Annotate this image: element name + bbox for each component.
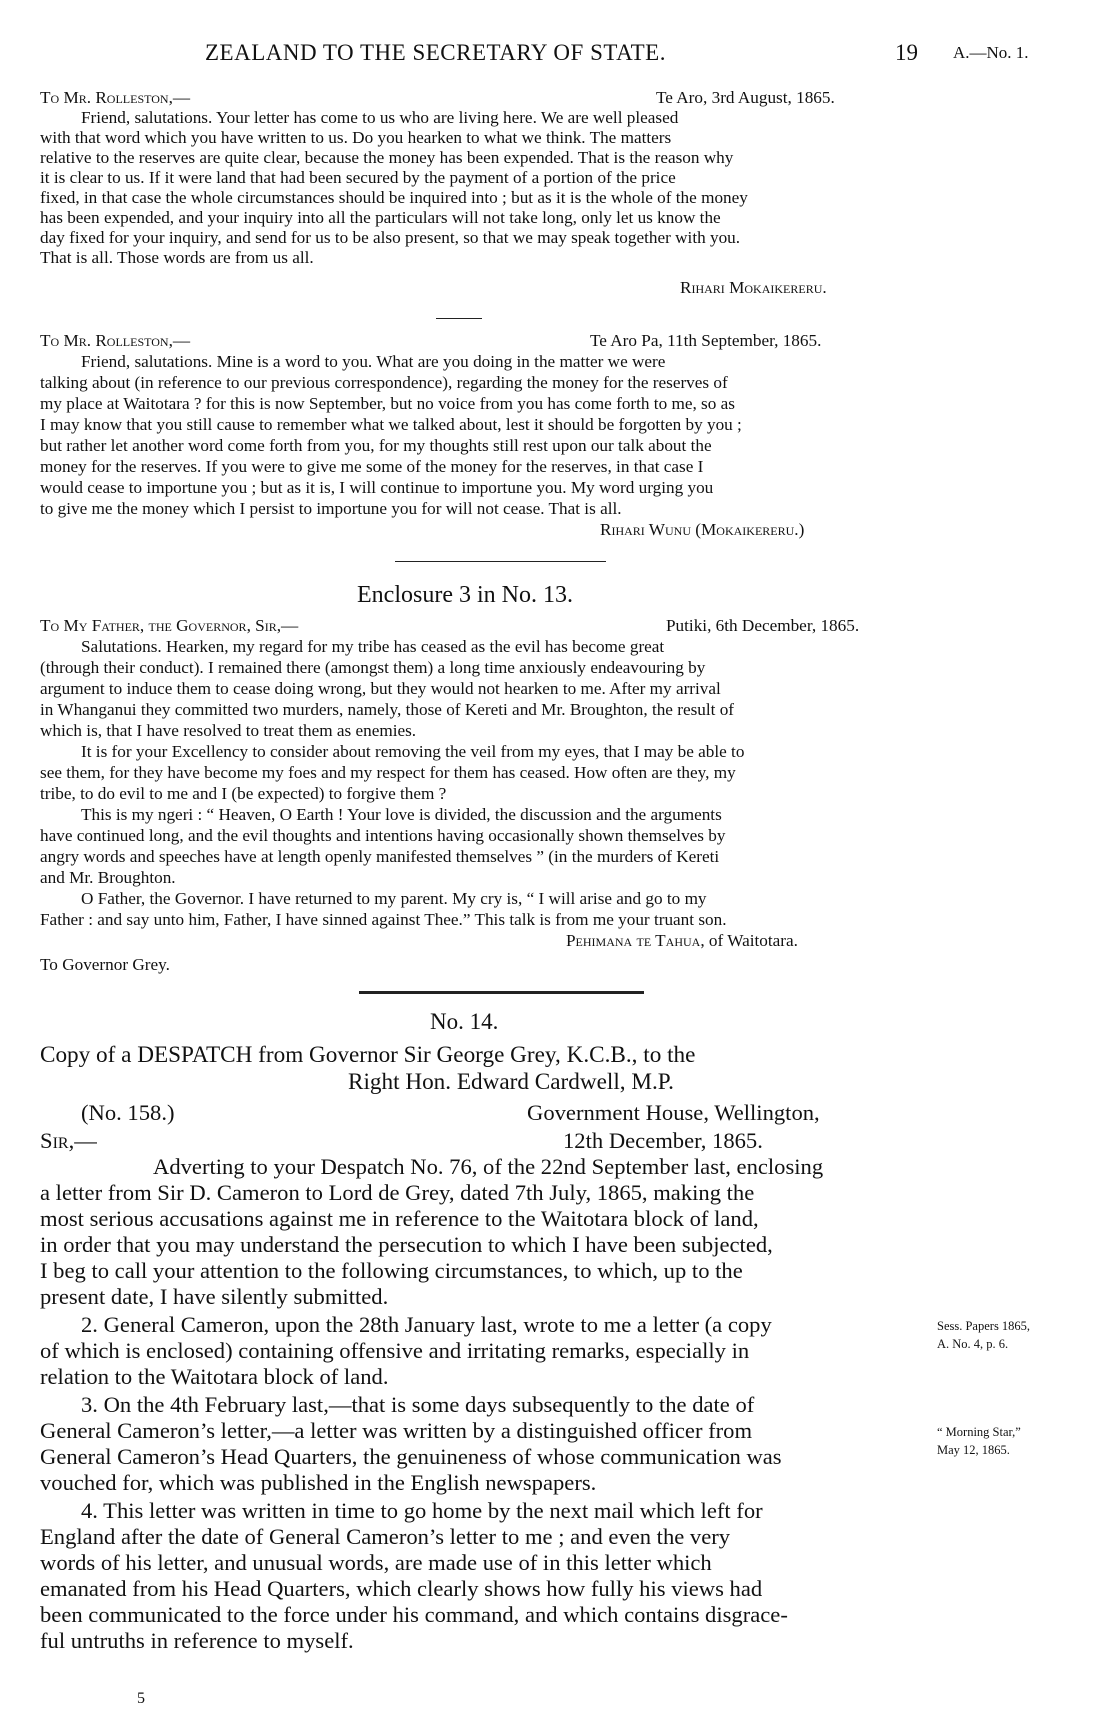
enclosure-line: and Mr. Broughton. xyxy=(40,868,176,887)
letter1-line: has been expended, and your inquiry into all the particulars will not take long, only let us know the xyxy=(40,208,721,227)
despatch-line: General Cameron’s Head Quarters, the genuineness of whose communication was xyxy=(40,1444,782,1469)
signature-place: of Waitotara. xyxy=(708,931,798,950)
enclosure-line: see them, for they have become my foes and my respect for them has ceased. How often are they, my xyxy=(40,763,736,782)
despatch-line: General Cameron’s letter,—a letter was written by a distinguished officer from xyxy=(40,1418,753,1443)
despatch-line: been communicated to the force under his command, and which contains disgrace- xyxy=(40,1602,788,1627)
enclosure-line: tribe, to do evil to me and I (be expected) to forgive them ? xyxy=(40,784,447,803)
margin-note: Sess. Papers 1865, xyxy=(937,1319,1031,1333)
margin-note: “ Morning Star,” xyxy=(937,1425,1021,1439)
despatch-ref-number: (No. 158.) xyxy=(81,1100,175,1125)
despatch-line: in order that you may understand the persecution to which I have been subjected, xyxy=(40,1232,773,1257)
despatch-title-line2: Right Hon. Edward Cardwell, M.P. xyxy=(348,1069,674,1095)
enclosure-line: This is my ngeri : “ Heaven, O Earth ! Your love is divided, the discussion and the arguments xyxy=(81,805,722,824)
letter1-addressee: To Mr. Rolleston,— xyxy=(40,88,191,107)
despatch-line: 2. General Cameron, upon the 28th January last, wrote to me a letter (a copy xyxy=(81,1312,772,1337)
running-header-title: ZEALAND TO THE SECRETARY OF STATE. xyxy=(205,40,666,65)
letter2-line: money for the reserves. If you were to give me some of the money for the reserves, in that case I xyxy=(40,457,704,476)
letter1-line: it is clear to us. If it were land that had been secured by the payment of a portion of the price xyxy=(40,168,676,187)
enclosure-line: (through their conduct). I remained there (amongst them) a long time anxiously endeavouring by xyxy=(40,658,706,677)
letter1-line: That is all. Those words are from us all. xyxy=(40,248,314,267)
letter1-place-date: Te Aro, 3rd August, 1865. xyxy=(656,88,835,107)
despatch-line: relation to the Waitotara block of land. xyxy=(40,1364,389,1389)
despatch-title-line1: Copy of a DESPATCH from Governor Sir George Grey, K.C.B., to the xyxy=(40,1042,696,1068)
despatch-line: words of his letter, and unusual words, are made use of in this letter which xyxy=(40,1550,712,1575)
letter2-signature: Rihari Wunu (Mokaikereru.) xyxy=(600,520,805,539)
signature-mark: 5 xyxy=(137,1690,145,1707)
divider xyxy=(395,561,606,562)
letter1-line: day fixed for your inquiry, and send for us to be also present, so that we may speak together with you. xyxy=(40,228,741,247)
enclosure-line: Salutations. Hearken, my regard for my tribe has ceased as the evil has become great xyxy=(81,637,665,656)
despatch-line: ful untruths in reference to myself. xyxy=(40,1628,354,1653)
enclosure-place-date: Putiki, 6th December, 1865. xyxy=(666,616,860,635)
margin-note: May 12, 1865. xyxy=(937,1443,1010,1457)
letter1-signature: Rihari Mokaikereru. xyxy=(680,278,827,297)
despatch-line: present date, I have silently submitted. xyxy=(40,1284,389,1309)
letter1-line: with that word which you have written to us. Do you hearken to what we think. The matters xyxy=(40,128,672,147)
letter2-place-date: Te Aro Pa, 11th September, 1865. xyxy=(590,331,822,350)
despatch-line: of which is enclosed) containing offensive and irritating remarks, especially in xyxy=(40,1338,750,1363)
page-number: 19 xyxy=(895,40,918,65)
despatch-line: vouched for, which was published in the English newspapers. xyxy=(40,1470,597,1495)
enclosure-line: angry words and speeches have at length openly manifested themselves ” (in the murders of Kereti xyxy=(40,847,720,866)
margin-note: A. No. 4, p. 6. xyxy=(937,1337,1009,1351)
enclosure-line: argument to induce them to cease doing wrong, but they would not hearken to me. After my arrival xyxy=(40,679,721,698)
letter1-line: relative to the reserves are quite clear, because the money has been expended. That is the reason why xyxy=(40,148,734,167)
divider xyxy=(436,318,482,319)
enclosure-line: It is for your Excellency to consider about removing the veil from my eyes, that I may be able to xyxy=(81,742,745,761)
enclosure-title: Enclosure 3 in No. 13. xyxy=(357,582,573,608)
enclosure-line: Father : and say unto him, Father, I have sinned against Thee.” This talk is from me your truant son. xyxy=(40,910,727,929)
despatch-line: emanated from his Head Quarters, which clearly shows how fully his views had xyxy=(40,1576,763,1601)
enclosure-signature xyxy=(566,931,798,951)
despatch-line: I beg to call your attention to the following circumstances, to which, up to the xyxy=(40,1258,743,1283)
despatch-line: a letter from Sir D. Cameron to Lord de Grey, dated 7th July, 1865, making the xyxy=(40,1180,755,1205)
letter2-addressee: To Mr. Rolleston,— xyxy=(40,331,191,350)
letter1-line: Friend, salutations. Your letter has come to us who are living here. We are well pleased xyxy=(81,108,679,127)
paper-reference: A.—No. 1. xyxy=(953,43,1029,62)
letter2-line: talking about (in reference to our previous correspondence), regarding the money for the reserves of xyxy=(40,373,728,392)
letter2-line: Friend, salutations. Mine is a word to you. What are you doing in the matter we were xyxy=(81,352,666,371)
enclosure-line: in Whanganui they committed two murders, namely, those of Kereti and Mr. Broughton, the result of xyxy=(40,700,735,719)
section-divider xyxy=(359,991,644,994)
despatch-line: 4. This letter was written in time to go home by the next mail which left for xyxy=(81,1498,763,1523)
enclosure-addressee: To My Father, the Governor, Sir,— xyxy=(40,616,299,635)
signature-name: Pehimana te Tahua, xyxy=(566,931,705,950)
letter1-line: fixed, in that case the whole circumstances should be inquired into ; but as it is the whole of the money xyxy=(40,188,748,207)
despatch-number: No. 14. xyxy=(430,1009,499,1034)
despatch-line: most serious accusations against me in reference to the Waitotara block of land, xyxy=(40,1206,759,1231)
letter2-line: but rather let another word come forth from you, for my thoughts still rest upon our talk about the xyxy=(40,436,712,455)
enclosure-line: have continued long, and the evil thoughts and intentions having occasionally shown themselves by xyxy=(40,826,726,845)
letter2-line: to give me the money which I persist to importune you for will not cease. That is all. xyxy=(40,499,622,518)
despatch-line: Adverting to your Despatch No. 76, of the 22nd September last, enclosing xyxy=(153,1154,824,1179)
despatch-place: Government House, Wellington, xyxy=(527,1100,820,1125)
enclosure-closing: To Governor Grey. xyxy=(40,955,170,974)
despatch-line: 3. On the 4th February last,—that is some days subsequently to the date of xyxy=(81,1392,755,1417)
despatch-line: England after the date of General Cameron’s letter to me ; and even the very xyxy=(40,1524,731,1549)
letter2-line: would cease to importune you ; but as it is, I will continue to importune you. My word urging you xyxy=(40,478,714,497)
enclosure-line: O Father, the Governor. I have returned to my parent. My cry is, “ I will arise and go to my xyxy=(81,889,707,908)
despatch-salutation: Sir,— xyxy=(40,1128,97,1153)
letter2-line: I may know that you still cause to remember what we talked about, lest it should be forgotten by you ; xyxy=(40,415,742,434)
despatch-date: 12th December, 1865. xyxy=(563,1128,763,1153)
enclosure-line: which is, that I have resolved to treat them as enemies. xyxy=(40,721,417,740)
letter2-line: my place at Waitotara ? for this is now September, but no voice from you has come forth to me, so as xyxy=(40,394,735,413)
